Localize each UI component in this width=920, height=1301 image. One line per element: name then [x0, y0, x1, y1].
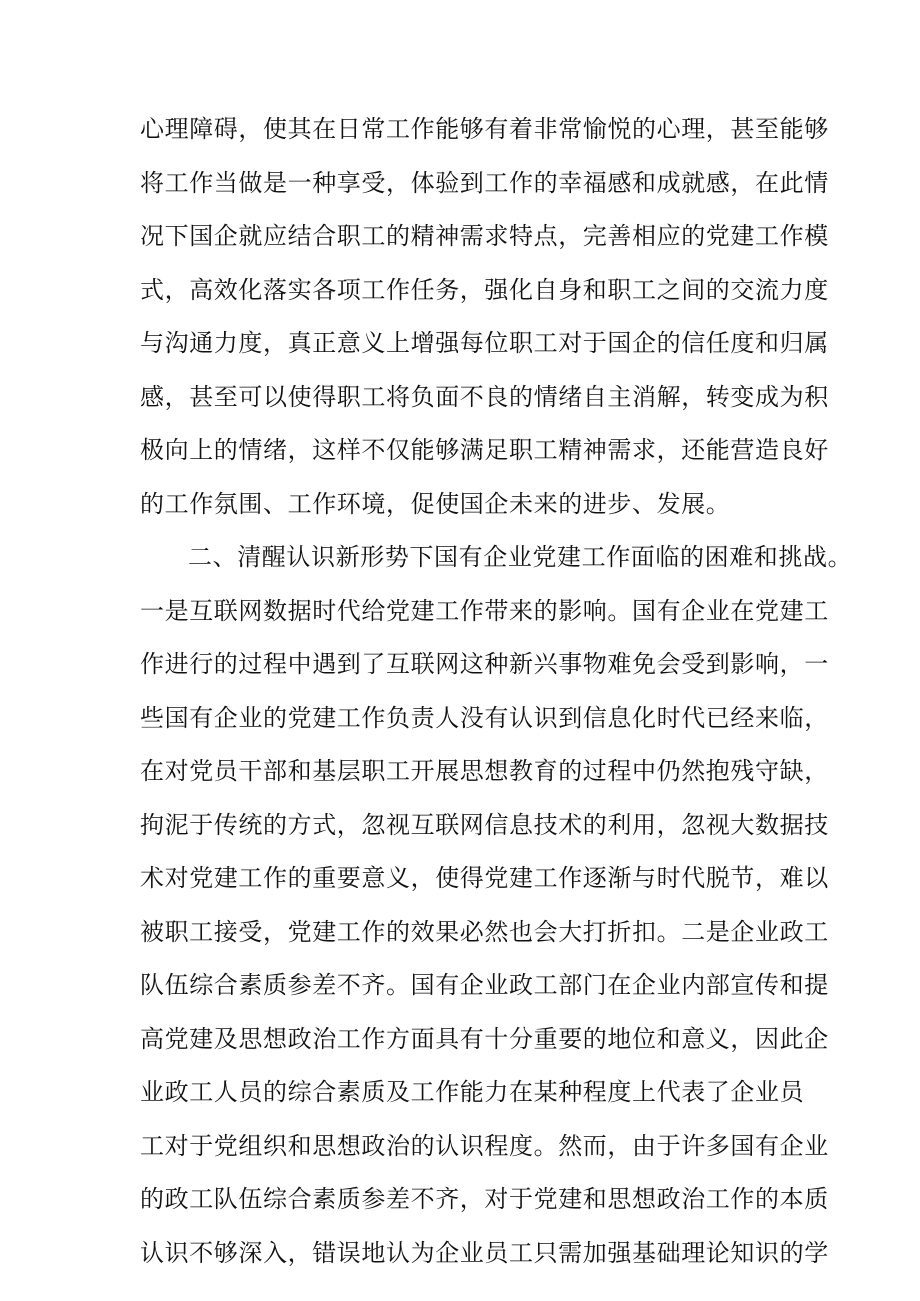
text-line: 高党建及思想政治工作方面具有十分重要的地位和意义，因此企: [140, 1025, 829, 1053]
text-line: 些国有企业的党建工作负责人没有认识到信息化时代已经来临，: [140, 704, 829, 732]
text-line: 认识不够深入，错误地认为企业员工只需加强基础理论知识的学: [140, 1239, 829, 1267]
text-line: 工对于党组织和思想政治的认识程度。然而，由于许多国有企业: [140, 1132, 829, 1160]
text-line: 拘泥于传统的方式，忽视互联网信息技术的利用，忽视大数据技: [140, 811, 829, 839]
text-line: 被职工接受，党建工作的效果必然也会大打折扣。二是企业政工: [140, 918, 829, 946]
text-line: 况下国企就应结合职工的精神需求特点，完善相应的党建工作模: [140, 222, 829, 250]
text-line: 感，甚至可以使得职工将负面不良的情绪自主消解，转变成为积: [140, 383, 829, 411]
section-heading: 二、清醒认识新形势下国有企业党建工作面临的困难和挑战。: [188, 543, 853, 571]
text-line: 与沟通力度，真正意义上增强每位职工对于国企的信任度和归属: [140, 329, 829, 357]
text-line: 心理障碍，使其在日常工作能够有着非常愉悦的心理，甚至能够: [140, 115, 829, 143]
text-line: 术对党建工作的重要意义，使得党建工作逐渐与时代脱节，难以: [140, 864, 829, 892]
text-line: 在对党员干部和基层职工开展思想教育的过程中仍然抱残守缺，: [140, 757, 829, 785]
text-line: 的政工队伍综合素质参差不齐，对于党建和思想政治工作的本质: [140, 1185, 829, 1213]
text-line: 队伍综合素质参差不齐。国有企业政工部门在企业内部宣传和提: [140, 971, 829, 999]
text-line: 极向上的情绪，这样不仅能够满足职工精神需求，还能营造良好: [140, 436, 829, 464]
text-line: 将工作当做是一种享受，体验到工作的幸福感和成就感，在此情: [140, 169, 829, 197]
text-line: 式，高效化落实各项工作任务，强化自身和职工之间的交流力度: [140, 276, 829, 304]
text-line: 业政工人员的综合素质及工作能力在某种程度上代表了企业员: [140, 1078, 805, 1106]
text-line: 的工作氛围、工作环境，促使国企未来的进步、发展。: [140, 490, 731, 518]
text-line: 一是互联网数据时代给党建工作带来的影响。国有企业在党建工: [140, 597, 829, 625]
text-line: 作进行的过程中遇到了互联网这种新兴事物难免会受到影响，一: [140, 650, 829, 678]
